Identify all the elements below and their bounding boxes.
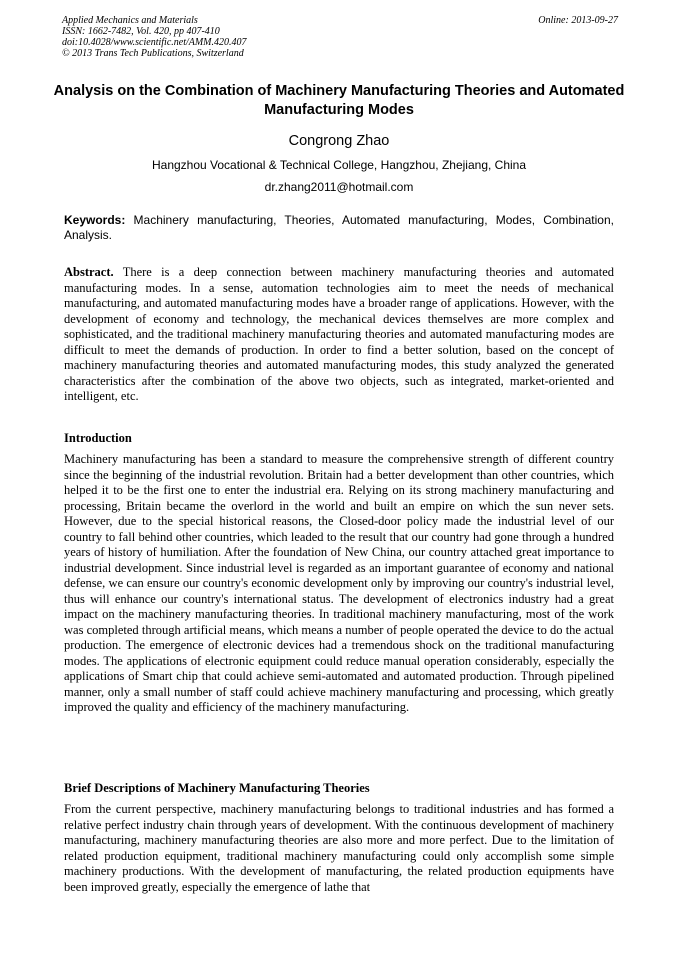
issn-line: ISSN: 1662-7482, Vol. 420, pp 407-410 xyxy=(62,26,220,37)
online-date: Online: 2013-09-27 xyxy=(538,15,618,26)
section-text-introduction: Machinery manufacturing has been a standard to measure the comprehensive strength of different country since the beginning of the industrial revolution. Britain had a better development than other countries, which helped it to be the first one to enter the industrial era. Relying on its strong machinery manufacturing and processing, Britain became the overlord in the world and built an empire on which the sun never sets. However, due to the special historical reasons, the Closed-door policy made the industrial level of our country to fall behind other countries, which leaded to the result that our country had gone through a hundred years of history of humiliation. After the foundation of New China, our country attached great importance to industrial development. Since industrial level is regarded as an important guarantee of economy and national defense, we can ensure our country's economic development only by improving our country's industrial level, thus will enhance our country's international status. The development of electronics industry had a great impact on the machinery manufacturing theories. In traditional machinery manufacturing, most of the work was completed through artificial means, which means a number of people operated the device to do the actual production. The emergence of electronic devices had a tremendous shock on the traditional manufacturing modes. The applications of electronic equipment could reduce manual operation considerably, especially the applications of Smart chip that could achieve semi-automated and automated production. Through pipelined manner, only a small number of staff could achieve machinery manufacturing and processing, which greatly improved the quality and efficiency of the machinery manufacturing. xyxy=(64,452,614,714)
keywords-label: Keywords: xyxy=(64,213,126,227)
author-email[interactable]: dr.zhang2011@hotmail.com xyxy=(264,180,414,194)
author-name: Congrong Zhao xyxy=(288,133,390,149)
doi-line: doi:10.4028/www.scientific.net/AMM.420.407 xyxy=(62,37,247,48)
keywords-block xyxy=(64,213,614,243)
keywords-text: Machinery manufacturing, Theories, Automated manufacturing, Modes, Combination, Analysis. xyxy=(64,213,614,242)
section-heading-introduction: Introduction xyxy=(64,431,132,445)
copyright-line: © 2013 Trans Tech Publications, Switzerland xyxy=(62,48,244,59)
abstract-text: There is a deep connection between machinery manufacturing theories and automated manufacturing modes. In a sense, automation technologies aim to meet the needs of mechanical manufacturing, and automated manufacturing modes have a broader range of applications. However, with the development of economy and technology, the mechanical devices themselves are more complex and sophisticated, and the traditional machinery manufacturing theories and automated manufacturing modes are difficult to meet the demands of production. In order to find a better solution, based on the concept of machinery manufacturing theories and automated manufacturing modes, this study analyzed the generated characteristics after the combination of the above two objects, such as integrated, market-oriented and intelligent, etc. xyxy=(64,265,614,403)
journal-name: Applied Mechanics and Materials xyxy=(62,15,198,26)
abstract-block xyxy=(64,265,614,405)
abstract-label: Abstract. xyxy=(64,265,114,279)
section-heading-brief-descriptions: Brief Descriptions of Machinery Manufacturing Theories xyxy=(64,781,370,795)
paper-title: Analysis on the Combination of Machinery Manufacturing Theories and Automated Manufacturing Modes xyxy=(53,83,625,118)
journal-header xyxy=(62,15,618,59)
author-affiliation: Hangzhou Vocational & Technical College, Hangzhou, Zhejiang, China xyxy=(151,158,527,172)
section-text-brief-descriptions: From the current perspective, machinery manufacturing belongs to traditional industries and has formed a relative perfect industry chain through years of development. With the continuous development of machinery manufacturing, machinery manufacturing theories are also more and more perfect. Due to the limitation of related production equipment, traditional machinery manufacturing could only accomplish some simple machinery productions. With the development of manufacturing, the related production equipments have been improved greatly, especially the emergence of lathe that xyxy=(64,802,614,894)
